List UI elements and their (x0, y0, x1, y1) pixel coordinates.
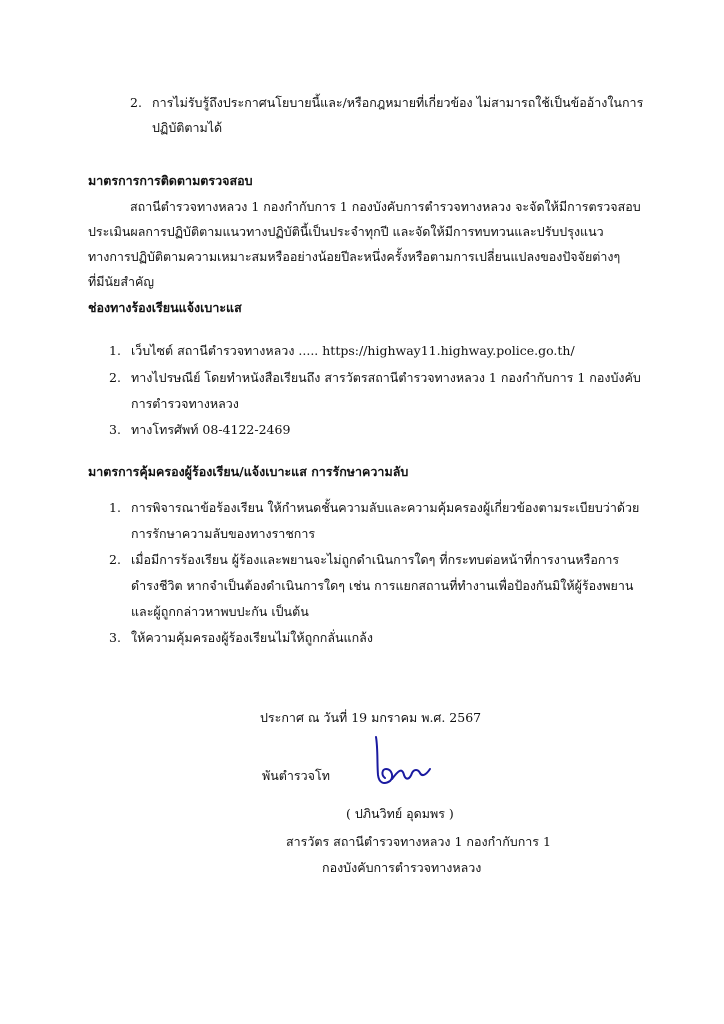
protection-item: เมื่อมีการร้องเรียน ผู้ร้องและพยานจะไม่ถูกดำเนินการใดๆ ที่กระทบต่อหน้าที่การงานหรือการ (131, 552, 620, 567)
signer-organization: กองบังคับการตำรวจทางหลวง (322, 860, 482, 875)
paragraph-line: ที่มีนัยสำคัญ (88, 274, 155, 289)
signer-name: ( ปภินวิทย์ อุดมพร ) (346, 806, 454, 821)
section-heading-monitoring: มาตรการการติดตามตรวจสอบ (88, 173, 253, 188)
list-number: 2. (109, 552, 121, 567)
channel-phone: ทางโทรศัพท์ 08-4122-2469 (131, 422, 291, 437)
list-item-text: การไม่รับรู้ถึงประกาศนโยบายนี้และ/หรือกฎหมายที่เกี่ยวข้อง ไม่สามารถใช้เป็นข้ออ้างในการ (152, 95, 644, 110)
list-number: 2. (130, 95, 142, 110)
protection-item: ดำรงชีวิต หากจำเป็นต้องดำเนินการใดๆ เช่น การแยกสถานที่ทำงานเพื่อป้องกันมิให้ผู้ร้องพยาน (131, 578, 634, 593)
list-number: 3. (109, 422, 121, 437)
list-item-text: ปฏิบัติตามได้ (152, 120, 223, 135)
protection-item: ให้ความคุ้มครองผู้ร้องเรียนไม่ให้ถูกกลั่นแกล้ง (131, 630, 373, 645)
paragraph-line: ประเมินผลการปฏิบัติตามแนวทางปฏิบัตินี้เป็นประจำทุกปี และจัดให้มีการทบทวนและปรับปรุงแนว (88, 224, 604, 239)
channel-post: การตำรวจทางหลวง (131, 396, 239, 411)
protection-item: การรักษาความลับของทางราชการ (131, 526, 316, 541)
list-number: 2. (109, 370, 121, 385)
channel-post: ทางไปรษณีย์ โดยทำหนังสือเรียนถึง สารวัตรสถานีตำรวจทางหลวง 1 กองกำกับการ 1 กองบังคับ (131, 370, 641, 385)
list-number: 3. (109, 630, 121, 645)
signer-rank: พันตำรวจโท (262, 768, 330, 783)
protection-item: และผู้ถูกกล่าวหาพบปะกัน เป็นต้น (131, 604, 309, 619)
channel-website: เว็บไซต์ สถานีตำรวจทางหลวง ..... https://highway11.highway.police.go.th/ (131, 343, 575, 358)
list-number: 1. (109, 500, 121, 515)
announcement-date: ประกาศ ณ วันที่ 19 มกราคม พ.ศ. 2567 (260, 710, 482, 725)
section-heading-channels: ช่องทางร้องเรียนแจ้งเบาะแส (88, 300, 242, 315)
signer-position: สารวัตร สถานีตำรวจทางหลวง 1 กองกำกับการ 1 (286, 834, 551, 849)
paragraph-line: สถานีตำรวจทางหลวง 1 กองกำกับการ 1 กองบังคับการตำรวจทางหลวง จะจัดให้มีการตรวจสอบ (130, 199, 641, 214)
paragraph-line: ทางการปฏิบัติตามความเหมาะสมหรืออย่างน้อยปีละหนึ่งครั้งหรือตามการเปลี่ยนแปลงของปัจจัยต่างๆ (88, 249, 621, 264)
protection-item: การพิจารณาข้อร้องเรียน ให้กำหนดชั้นความลับและความคุ้มครองผู้เกี่ยวข้องตามระเบียบว่าด้วย (131, 500, 640, 515)
section-heading-protection: มาตรการคุ้มครองผู้ร้องเรียน/แจ้งเบาะแส การรักษาความลับ (88, 464, 409, 479)
handwritten-signature (368, 735, 436, 787)
list-number: 1. (109, 343, 121, 358)
